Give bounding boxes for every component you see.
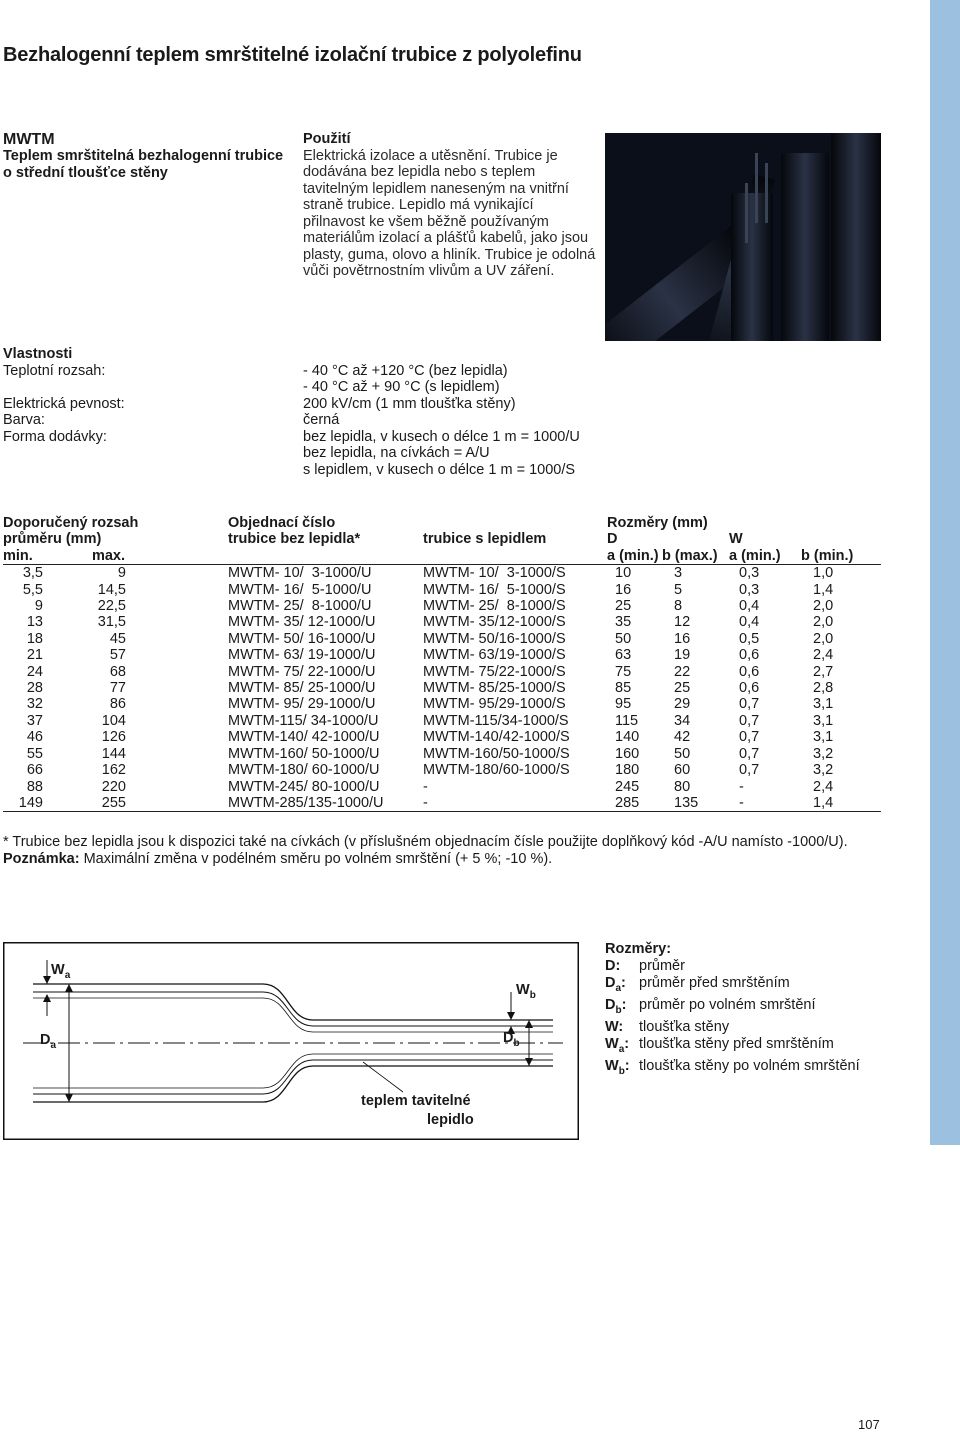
cell-order-s: MWTM-115/34-1000/S	[423, 712, 569, 729]
property-value: s lepidlem, v kusech o délce 1 m = 1000/S	[303, 461, 576, 478]
cell-d-a: 75	[615, 663, 632, 680]
cell-spacer	[128, 713, 228, 729]
table-row	[3, 696, 881, 712]
cell-d-b: 80	[674, 778, 691, 795]
cell-spacer	[128, 762, 228, 778]
legend-key: W:	[605, 1018, 624, 1035]
cell-spacer	[128, 746, 228, 762]
cell-spacer	[128, 598, 228, 614]
cell-spacer	[128, 664, 228, 680]
cell-min: 13	[26, 614, 43, 631]
cell-order-u: MWTM-115/ 34-1000/U	[228, 712, 379, 729]
cell-w-a: 0,3	[739, 581, 760, 598]
note	[3, 851, 903, 868]
property-row	[3, 462, 603, 479]
cell-order-s: MWTM-140/42-1000/S	[423, 729, 570, 746]
legend-value: průměr po volném smrštění	[639, 996, 816, 1013]
cell-min: 32	[26, 696, 43, 713]
header-a-min-w: a (min.)	[729, 547, 781, 564]
cell-w-b: 3,1	[813, 712, 834, 729]
cell-min: 5,5	[22, 581, 43, 598]
cell-min: 46	[26, 729, 43, 746]
cell-order-u: MWTM- 25/ 8-1000/U	[228, 598, 372, 615]
product-table	[3, 515, 881, 812]
product-code: MWTM	[3, 131, 55, 148]
cell-d-b: 3	[674, 565, 683, 582]
label-adhesive: teplem tavitelné lepidlo	[361, 1093, 474, 1128]
cell-order-s: MWTM- 25/ 8-1000/S	[423, 598, 566, 615]
cell-d-b: 22	[674, 663, 691, 680]
cell-max: 77	[109, 680, 126, 697]
cell-order-u: MWTM- 35/ 12-1000/U	[228, 614, 376, 631]
cell-w-a: -	[739, 778, 744, 795]
header-adhesive: trubice s lepidlem	[423, 531, 547, 548]
cell-d-b: 42	[674, 729, 691, 746]
table-row	[3, 631, 881, 647]
product-subtitle-2: o střední tloušťce stěny	[3, 164, 168, 181]
cell-d-a: 35	[615, 614, 632, 631]
legend-key: $W_a$:	[605, 1035, 630, 1055]
cell-d-b: 29	[674, 696, 691, 713]
cell-min: 3,5	[22, 565, 43, 582]
product-block	[3, 131, 293, 181]
page-title: Bezhalogenní teplem smrštitelné izolační trubice z polyolefinu	[3, 44, 582, 66]
cell-min: 24	[26, 663, 43, 680]
property-value: bez lepidla, na cívkách = A/U	[303, 445, 490, 461]
property-label: Teplotní rozsah:	[3, 362, 106, 379]
cell-order-u: MWTM-285/135-1000/U	[228, 794, 384, 811]
cell-max: 9	[117, 565, 126, 582]
legend-row	[605, 1036, 925, 1058]
cell-min: 88	[26, 778, 43, 795]
header-b-max: b (max.)	[662, 547, 718, 564]
property-value: - 40 °C až +120 °C (bez lepidla)	[303, 362, 508, 379]
cell-order-s: -	[423, 794, 428, 811]
header-dims: Rozměry (mm)	[607, 515, 708, 531]
cell-w-b: 1,4	[813, 581, 834, 598]
cell-d-a: 160	[615, 745, 640, 762]
property-label	[3, 445, 303, 462]
page-number: 107	[858, 1417, 880, 1432]
tube-diagram-svg	[3, 942, 579, 1140]
cell-order-u: MWTM- 16/ 5-1000/U	[228, 581, 372, 598]
table-row	[3, 582, 881, 598]
legend-value: průměr	[639, 958, 685, 974]
cell-w-a: 0,5	[739, 630, 760, 647]
cell-max: 255	[101, 794, 126, 811]
cell-min: 9	[34, 598, 43, 615]
product-subtitle-1: Teplem smrštitelná bezhalogenní trubice	[3, 148, 284, 164]
property-label: Forma dodávky:	[3, 428, 107, 445]
cell-order-u: MWTM- 50/ 16-1000/U	[228, 630, 376, 647]
cell-w-a: 0,7	[739, 696, 760, 713]
cell-max: 57	[109, 647, 126, 664]
cell-max: 14,5	[97, 581, 126, 598]
tubes-photo-illustration	[605, 133, 881, 341]
cell-d-a: 180	[615, 762, 640, 779]
cell-d-b: 60	[674, 762, 691, 779]
legend-value: průměr před smrštěním	[639, 975, 790, 991]
cell-min: 21	[26, 647, 43, 664]
legend-key: D:	[605, 958, 621, 974]
cell-order-s: MWTM- 10/ 3-1000/S	[423, 565, 566, 582]
cell-max: 45	[109, 630, 126, 647]
cell-d-b: 34	[674, 712, 691, 729]
cell-w-a: 0,7	[739, 762, 760, 779]
header-min: min.	[3, 547, 33, 564]
legend-value: tloušťka stěny po volném smrštění	[639, 1057, 860, 1074]
cell-max: 220	[101, 778, 126, 795]
cell-spacer	[128, 779, 228, 795]
header-no-adhesive: trubice bez lepidla*	[228, 531, 361, 548]
footnote: * Trubice bez lepidla jsou k dispozici také na cívkách (v příslušném objednacím čísle použijte doplňkový kód -A/U namísto -1000/U).	[3, 834, 848, 850]
cell-spacer	[128, 582, 228, 598]
cell-max: 144	[101, 745, 126, 762]
cell-max: 126	[101, 729, 126, 746]
property-row	[3, 396, 603, 413]
cell-order-u: MWTM- 10/ 3-1000/U	[228, 565, 372, 582]
cell-order-u: MWTM-140/ 42-1000/U	[228, 729, 380, 746]
table-row	[3, 795, 881, 812]
legend-value: tloušťka stěny	[639, 1018, 730, 1035]
table-row	[3, 664, 881, 680]
header-range-2: průměru (mm)	[3, 531, 102, 548]
property-label: Elektrická pevnost:	[3, 395, 125, 412]
usage-heading: Použití	[303, 131, 351, 147]
table-row	[3, 598, 881, 614]
cell-d-b: 16	[674, 630, 691, 647]
properties-heading: Vlastnosti	[3, 346, 73, 362]
cell-w-a: 0,7	[739, 712, 760, 729]
table-row	[3, 779, 881, 795]
cell-order-u: MWTM-180/ 60-1000/U	[228, 762, 380, 779]
cell-order-s: MWTM- 63/19-1000/S	[423, 647, 566, 664]
cell-w-a: 0,4	[739, 598, 760, 615]
cell-w-b: 3,1	[813, 729, 834, 746]
legend-heading: Rozměry:	[605, 941, 672, 957]
cell-order-s: MWTM- 85/25-1000/S	[423, 680, 566, 697]
property-label	[3, 462, 303, 479]
cell-d-a: 10	[615, 565, 632, 582]
cell-d-a: 140	[615, 729, 640, 746]
header-order: Objednací číslo	[228, 515, 336, 531]
property-value: - 40 °C až + 90 °C (s lepidlem)	[303, 379, 500, 395]
table-row	[3, 565, 881, 582]
header-max: max.	[91, 547, 125, 564]
cell-w-a: 0,7	[739, 745, 760, 762]
legend-key: $D_a$:	[605, 975, 626, 994]
cell-order-s: MWTM- 35/12-1000/S	[423, 614, 566, 631]
header-D: D	[607, 531, 618, 548]
notes-block	[3, 834, 903, 868]
cell-order-u: MWTM- 63/ 19-1000/U	[228, 647, 376, 664]
properties-block	[3, 346, 603, 478]
cell-w-b: 1,4	[813, 794, 834, 811]
cell-d-a: 16	[615, 581, 632, 598]
cell-w-a: 0,4	[739, 614, 760, 631]
legend-key: $D_b$:	[605, 996, 627, 1016]
product-photo	[605, 133, 881, 341]
table-row	[3, 713, 881, 729]
cell-w-a: 0,7	[739, 729, 760, 746]
property-value: bez lepidla, v kusech o délce 1 m = 1000/U	[303, 428, 580, 445]
legend-row	[605, 997, 925, 1019]
cell-max: 162	[101, 762, 126, 779]
property-row	[3, 412, 603, 429]
cell-d-a: 85	[615, 680, 632, 697]
usage-block	[303, 131, 598, 280]
cell-max: 86	[109, 696, 126, 713]
cell-min: 18	[26, 630, 43, 647]
legend-key: $W_b$:	[605, 1057, 630, 1077]
cell-order-s: MWTM- 50/16-1000/S	[423, 630, 566, 647]
cell-order-u: MWTM- 85/ 25-1000/U	[228, 680, 376, 697]
cell-order-u: MWTM- 75/ 22-1000/U	[228, 663, 376, 680]
cell-min: 55	[26, 745, 43, 762]
cell-d-a: 95	[615, 696, 632, 713]
cell-max: 31,5	[97, 614, 126, 631]
cell-min: 149	[18, 794, 43, 811]
legend-value: tloušťka stěny před smrštěním	[639, 1035, 834, 1052]
usage-text: Elektrická izolace a utěsnění. Trubice je dodávána bez lepidla nebo s teplem tavitelným lepidlem naneseným na vnitřní straně trubice. Lepidlo má vynikající přilnavost ke všem běžně používaným materiálům izolací a plášťů kabelů, jako jsou plasty, guma, olovo a hliník. Trubice je odolná vůči povětrnostním vlivům a UV záření.	[303, 147, 596, 279]
cell-spacer	[128, 729, 228, 745]
cell-w-b: 2,0	[813, 630, 834, 647]
property-value: 200 kV/cm (1 mm tloušťka stěny)	[303, 395, 516, 412]
cell-spacer	[128, 614, 228, 630]
label-db: $D_b$	[503, 1030, 520, 1049]
cell-d-b: 5	[674, 581, 683, 598]
cell-order-s: MWTM- 16/ 5-1000/S	[423, 581, 566, 598]
cell-min: 66	[26, 762, 43, 779]
header-W: W	[729, 531, 743, 548]
cell-w-b: 2,0	[813, 614, 834, 631]
cell-spacer	[128, 680, 228, 696]
property-row	[3, 379, 603, 396]
cell-w-a: 0,6	[739, 680, 760, 697]
tube-diagram	[3, 942, 579, 1140]
property-row	[3, 363, 603, 380]
note-label: Poznámka:	[3, 851, 80, 867]
property-label: Barva:	[3, 412, 45, 428]
cell-max: 104	[101, 712, 126, 729]
table-row	[3, 746, 881, 762]
table-row	[3, 680, 881, 696]
legend-row	[605, 1019, 925, 1036]
cell-spacer	[128, 631, 228, 647]
table-row	[3, 614, 881, 630]
label-da: $D_a$	[40, 1032, 57, 1051]
legend-row	[605, 958, 925, 975]
label-wb: $W_b$	[516, 982, 536, 1001]
table-row	[3, 729, 881, 745]
cell-d-b: 25	[674, 680, 691, 697]
note-text: Maximální změna v podélném směru po volném smrštění (+ 5 %; -10 %).	[79, 851, 553, 867]
cell-min: 37	[26, 712, 43, 729]
cell-w-b: 2,4	[813, 647, 834, 664]
cell-w-b: 2,4	[813, 778, 834, 795]
cell-order-u: MWTM-160/ 50-1000/U	[228, 745, 380, 762]
cell-d-a: 115	[615, 712, 639, 729]
table-row	[3, 647, 881, 663]
cell-spacer	[128, 565, 228, 582]
cell-spacer	[128, 795, 228, 812]
cell-w-b: 1,0	[813, 565, 834, 582]
label-wa: $W_a$	[51, 962, 71, 981]
cell-w-b: 2,7	[813, 663, 834, 680]
cell-order-s: MWTM-160/50-1000/S	[423, 745, 570, 762]
cell-d-a: 245	[615, 778, 640, 795]
cell-w-b: 3,2	[813, 745, 834, 762]
property-label	[3, 379, 303, 396]
header-a-min: a (min.)	[607, 547, 659, 564]
table-row	[3, 762, 881, 778]
cell-order-s: MWTM- 95/29-1000/S	[423, 696, 566, 713]
cell-w-a: 0,6	[739, 663, 760, 680]
cell-w-b: 2,8	[813, 680, 834, 697]
property-row	[3, 429, 603, 446]
cell-max: 22,5	[97, 598, 126, 615]
property-row	[3, 445, 603, 462]
cell-spacer	[128, 647, 228, 663]
cell-order-s: -	[423, 778, 428, 795]
cell-d-a: 63	[615, 647, 632, 664]
cell-d-a: 285	[615, 794, 640, 811]
cell-d-b: 19	[674, 647, 691, 664]
cell-w-b: 3,1	[813, 696, 834, 713]
header-range: Doporučený rozsah	[3, 515, 139, 531]
cell-w-a: -	[739, 794, 744, 811]
cell-w-a: 0,3	[739, 565, 760, 582]
dimensions-legend	[605, 941, 925, 1080]
legend-row	[605, 1058, 925, 1080]
header-b-min: b (min.)	[801, 547, 854, 564]
cell-d-b: 8	[674, 598, 683, 615]
cell-order-u: MWTM- 95/ 29-1000/U	[228, 696, 376, 713]
cell-d-b: 12	[674, 614, 691, 631]
legend-row	[605, 975, 925, 997]
cell-d-b: 135	[674, 794, 699, 811]
cell-d-a: 25	[615, 598, 632, 615]
cell-w-a: 0,6	[739, 647, 760, 664]
cell-order-u: MWTM-245/ 80-1000/U	[228, 778, 380, 795]
cell-min: 28	[26, 680, 43, 697]
cell-order-s: MWTM-180/60-1000/S	[423, 762, 570, 779]
cell-order-s: MWTM- 75/22-1000/S	[423, 663, 566, 680]
cell-max: 68	[109, 663, 126, 680]
cell-w-b: 2,0	[813, 598, 834, 615]
cell-spacer	[128, 696, 228, 712]
cell-w-b: 3,2	[813, 762, 834, 779]
cell-d-a: 50	[615, 630, 632, 647]
side-accent-bar	[930, 0, 960, 1145]
property-value: černá	[303, 412, 340, 428]
cell-d-b: 50	[674, 745, 691, 762]
